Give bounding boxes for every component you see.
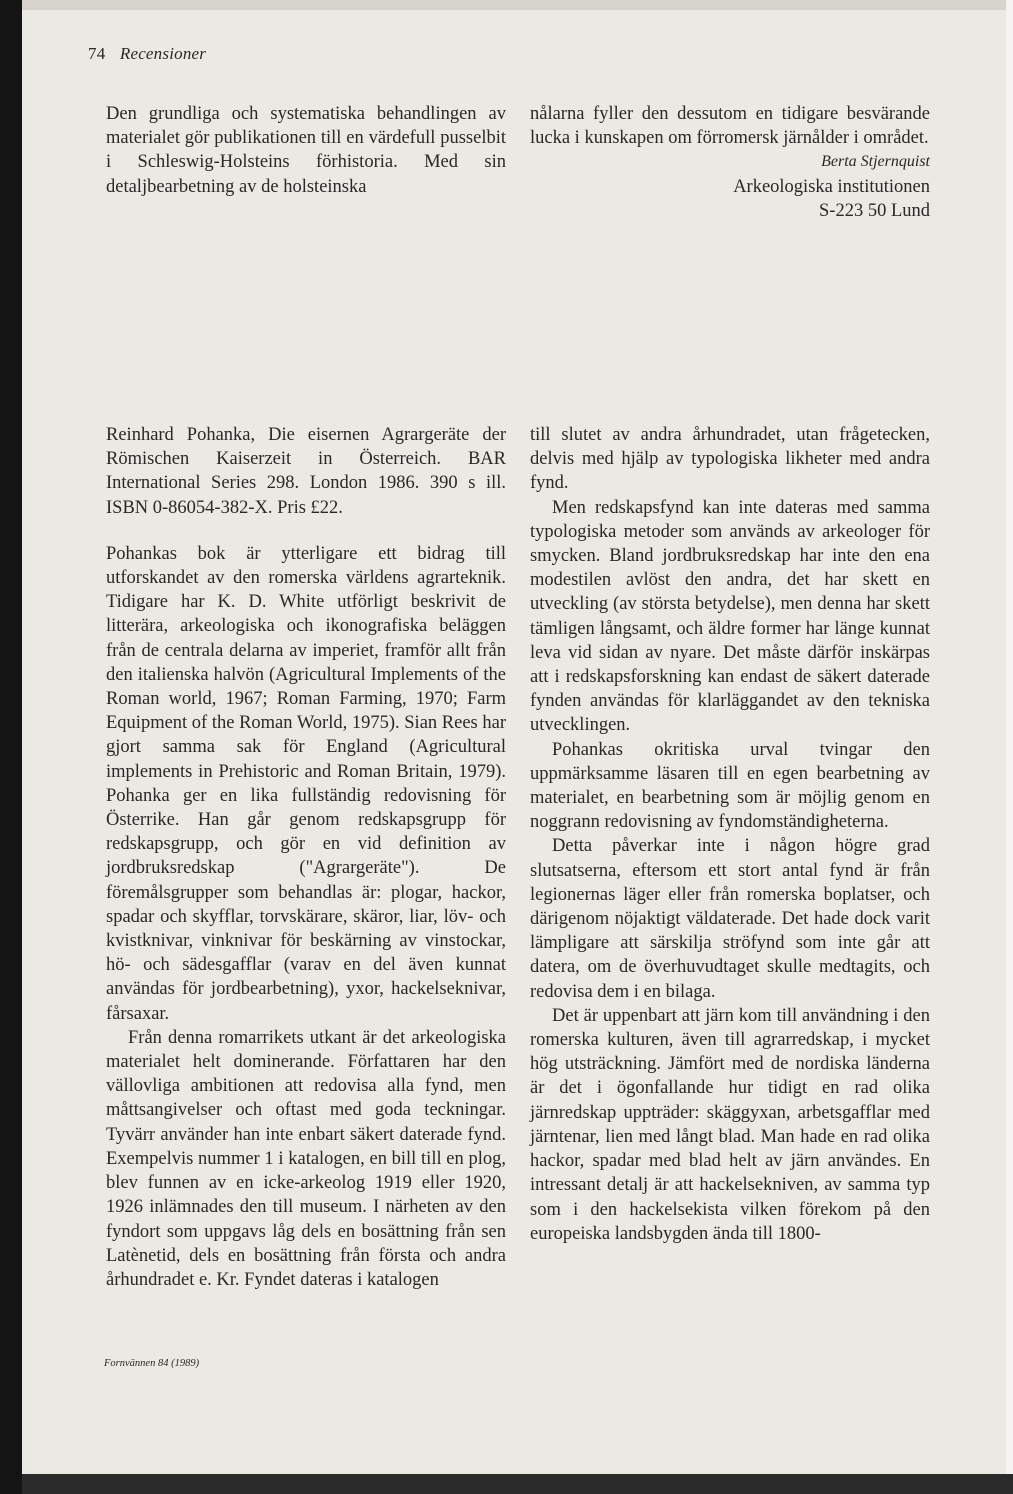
- review-paragraph: Detta påverkar inte i någon högre grad slutsatserna, eftersom ett stort antal fynd är från legionernas läger eller från romerska boplatser, och därigenom nöjaktigt väldaterade. Det hade dock varit lämpligare att särskilja ströfynd som inte går att datera, om de överhuvudtaget skulle medtagits, och redovisa dem i en bilaga.: [530, 836, 930, 1002]
- scan-edge-top: [0, 0, 1013, 10]
- reviewer-institution: Arkeologiska institutionen: [733, 176, 930, 197]
- page-number: 74: [88, 44, 106, 63]
- review-column-left: [106, 423, 506, 1292]
- scan-edge-left: [0, 0, 22, 1494]
- previous-review-paragraph: Den grundliga och systematiska behandlingen av materialet gör publikationen till en värdefull pusselbit i Schleswig-Holsteins förhistoria. Med sin detaljbearbetning av de holsteinska: [106, 104, 506, 197]
- previous-review-end-left: [106, 102, 506, 199]
- review-citation: Reinhard Pohanka, Die eisernen Agrargeräte der Römischen Kaiserzeit in Österreich. BAR International Series 298. London 1986. 390 s ill. ISBN 0-86054-382-X. Pris £22.: [106, 425, 506, 518]
- previous-review-end-right: [530, 102, 930, 223]
- reviewer-name: Berta Stjernquist: [821, 153, 930, 171]
- review-paragraph: Pohankas okritiska urval tvingar den uppmärksamme läsaren till en egen bearbetning av materialet, en bearbetning som är möjlig genom en noggrann redovisning av fyndomständigheterna.: [530, 739, 930, 833]
- journal-footer: Fornvännen 84 (1989): [104, 1358, 200, 1369]
- review-paragraph: till slutet av andra århundradet, utan frågetecken, delvis med hjälp av typologiska likheter med andra fynd.: [530, 425, 930, 494]
- previous-review-closing: nålarna fyller den dessutom en tidigare besvärande lucka i kunskapen om förromersk järnålder i området.: [530, 104, 930, 149]
- review-paragraph: Men redskapsfynd kan inte dateras med samma typologiska metoder som används av arkeologer för smycken. Bland jordbruksredskap har inte den ena modestilen avlöst den andra, det har skett en utveckling (av största betydelse), men denna har skett tämligen långsamt, och äldre former har länge kunnat leva vid sidan av nyare. Det måste därför inskärpas att i redskapsforskning kan endast de säkert daterade fynden användas för klarläggandet av den tekniska utvecklingen.: [530, 497, 930, 736]
- review-paragraph: Från denna romarrikets utkant är det arkeologiska materialet helt dominerande. Författaren har den vällovliga ambitionen att redovisa alla fynd, men måttsangivelser och oftast med goda teckningar. Tyvärr använder han inte enbart säkert daterade fynd. Exempelvis nummer 1 i katalogen, en bill till en plog, blev funnen av en icke-arkeolog 1919 eller 1920, 1926 inlämnades den till museum. I närheten av den fyndort som uppgavs låg dels en bosättning från sen Latènetid, dels en bosättning från första och andra århundradet e. Kr. Fyndet dateras i katalogen: [106, 1027, 506, 1290]
- review-column-right: [530, 423, 930, 1246]
- scan-edge-right: [1006, 0, 1013, 1494]
- review-paragraph: Pohankas bok är ytterligare ett bidrag till utforskandet av den romerska världens agrarteknik. Tidigare har K. D. White utförligt beskrivit de litterära, arkeologiska och ikonografiska beläggen från de centrala delarna av imperiet, framför allt från den italienska halvön (Agricultural Implements of the Roman world, 1967; Roman Farming, 1970; Farm Equipment of the Roman World, 1975). Sian Rees har gjort samma sak för England (Agricultural implements in Prehistoric and Roman Britain, 1979). Pohanka ger en lika fullständig redovisning för Österrike. Han går genom redskapsgrupp för redskapsgrupp, och gör en vid definition av jordbruksredskap ("Agrargeräte"). De föremålsgrupper som behandlas är: plogar, hackor, spadar och skyfflar, torvskärare, skäror, liar, löv- och kvistknivar, vinknivar för beskärning av vinstockar, hö- och sädesgafflar (varav en del även kunnat användas för jordbearbetning), yxor, hackelseknivar, fårsaxar.: [106, 543, 506, 1024]
- running-header: [88, 44, 206, 64]
- signature-block: [530, 150, 930, 223]
- review-paragraph: Det är uppenbart att järn kom till användning i den romerska kulturen, även till agrarredskap, i mycket hög utsträckning. Jämfört med de nordiska länderna är det i ögonfallande hur tidigt en rad olika järnredskap uppträder: skäggyxan, arbetsgafflar med järntenar, lien med långt blad. Man hade en rad olika hackor, spadar med blad helt av järn användes. En intressant detalj är att hackelsekniven, av samma typ som i den hackelsekista vilken förekom på den europeiska landsbygden ända till 1800-: [530, 1005, 930, 1244]
- reviewer-address: S-223 50 Lund: [819, 200, 930, 221]
- scan-edge-bottom: [22, 1474, 1013, 1494]
- section-title: Recensioner: [119, 44, 207, 63]
